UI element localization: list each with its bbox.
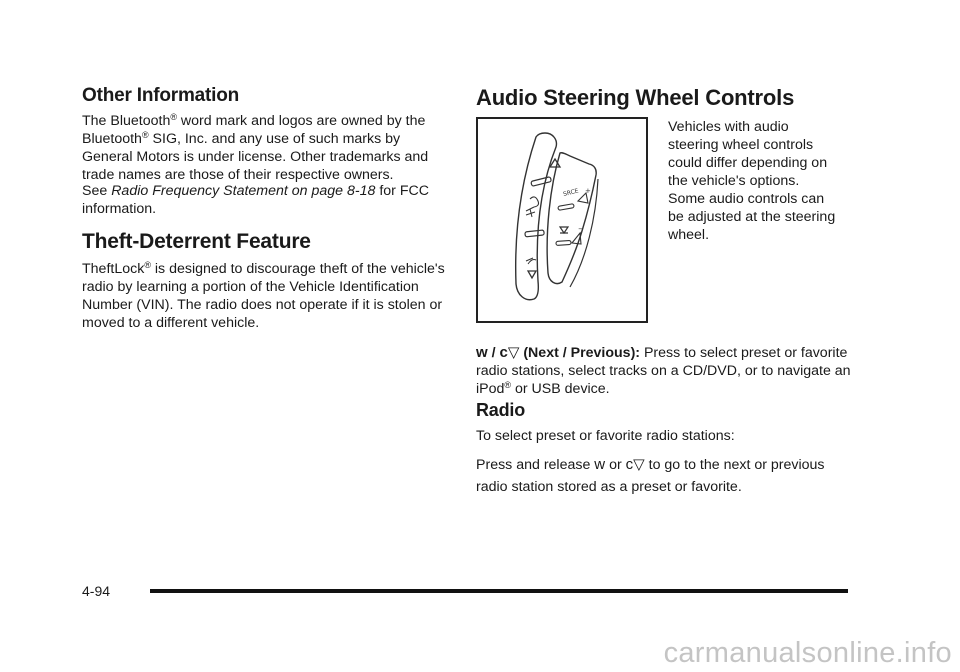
volume-minus-label: −	[578, 225, 584, 233]
down-triangle-icon: ▽	[507, 344, 520, 361]
fcc-paragraph: See Radio Frequency Statement on page 8-18 for FCC information.	[82, 183, 430, 217]
next-symbol-icon: w	[476, 344, 488, 361]
bluetooth-paragraph: The Bluetooth® word mark and logos are owned by the Bluetooth® SIG, Inc. and any use of such marks by General Motors is under license. Other trademarks and trade names are those of their respective owners.	[82, 112, 429, 183]
down-triangle-icon-inline: ▽	[633, 456, 645, 473]
heading-theft-deterrent: Theft-Deterrent Feature	[82, 230, 311, 253]
page-number: 4-94	[82, 583, 111, 599]
next-previous-paragraph: w / c▽ (Next / Previous): Press to select preset or favorite radio stations, select tracks on a CD/DVD, or to navigate an iPod® or USB device.	[476, 344, 851, 397]
heading-radio: Radio	[476, 400, 526, 420]
theftlock-paragraph: TheftLock® is designed to discourage theft of the vehicle's radio by learning a portion of the Vehicle Identification Number (VIN). The radio does not operate if it is stolen or moved to a different vehicle.	[82, 260, 445, 331]
heading-other-information: Other Information	[82, 85, 240, 106]
figure-caption: Vehicles with audio steering wheel controls could differ depending on the vehicle's options. Some audio controls can be adjusted at the steering wheel.	[668, 119, 836, 243]
previous-symbol-icon-inline: c	[625, 456, 634, 473]
fcc-reference-link[interactable]: Radio Frequency Statement on page 8-18	[111, 183, 376, 199]
steering-wheel-controls-figure	[476, 117, 648, 323]
radio-intro-paragraph: To select preset or favorite radio stations:	[476, 428, 735, 444]
previous-symbol-icon: c	[499, 344, 508, 361]
steering-wheel-controls-illustration	[478, 119, 646, 321]
volume-plus-label: +	[585, 187, 591, 195]
srce-label: SRCE	[562, 187, 580, 199]
radio-instructions-paragraph: Press and release w or c▽ to go to the next or previous radio station stored as a preset or favorite.	[476, 456, 825, 495]
watermark: carmanualsonline.info	[663, 637, 952, 669]
footer-rule	[150, 589, 848, 593]
next-symbol-icon-inline: w	[594, 456, 606, 473]
heading-audio-steering-wheel-controls: Audio Steering Wheel Controls	[476, 85, 795, 110]
